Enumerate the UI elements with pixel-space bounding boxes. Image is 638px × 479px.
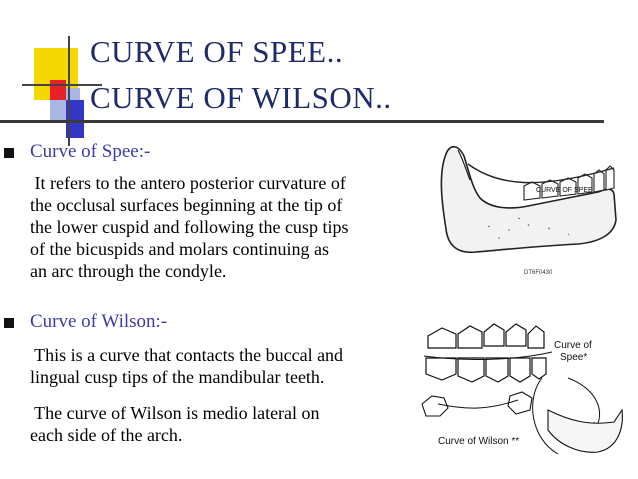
bullet-icon	[4, 148, 14, 158]
title-divider	[0, 120, 604, 123]
title-line-2: CURVE OF WILSON..	[90, 80, 392, 115]
text-line: the occlusal surfaces beginning at the tip of	[30, 195, 343, 215]
figure2-spee-label-1: Curve of	[554, 340, 592, 351]
figure1-label: CURVE OF SPEE	[536, 187, 593, 194]
heading-curve-of-spee: Curve of Spee:-	[30, 141, 151, 162]
text-line: an arc through the condyle.	[30, 261, 227, 281]
decor-vertical-line	[68, 36, 70, 146]
wilson-curve-line	[438, 400, 518, 408]
text-line: The curve of Wilson is medio lateral on	[30, 403, 320, 423]
text-line: each side of the arch.	[30, 425, 183, 445]
text-line: lingual cusp tips of the mandibular teeth.	[30, 367, 325, 387]
figure1-code: DT6F0430	[524, 270, 553, 276]
heading-curve-of-wilson: Curve of Wilson:-	[30, 311, 168, 332]
occlusion-figure	[418, 318, 632, 468]
bullet-icon	[4, 318, 14, 328]
figure2-spee-label-2: Spee*	[560, 352, 588, 363]
upper-teeth	[428, 324, 544, 348]
text-line: the lower cuspid and following the cusp tips	[30, 217, 349, 237]
text-line: This is a curve that contacts the buccal and	[30, 345, 344, 365]
jaw-silhouette	[548, 410, 622, 452]
decor-red-square	[50, 80, 66, 100]
figure2-wilson-label: Curve of Wilson **	[438, 436, 520, 447]
lower-teeth	[426, 358, 546, 382]
text-line: It refers to the antero posterior curvature of	[30, 173, 346, 193]
wilson-description-2	[30, 402, 410, 446]
mandible-figure	[428, 134, 628, 284]
text-line: of the bicuspids and molars continuing as	[30, 239, 329, 259]
title-line-1: CURVE OF SPEE..	[90, 34, 344, 69]
spee-description	[30, 172, 410, 282]
wilson-description	[30, 344, 410, 388]
